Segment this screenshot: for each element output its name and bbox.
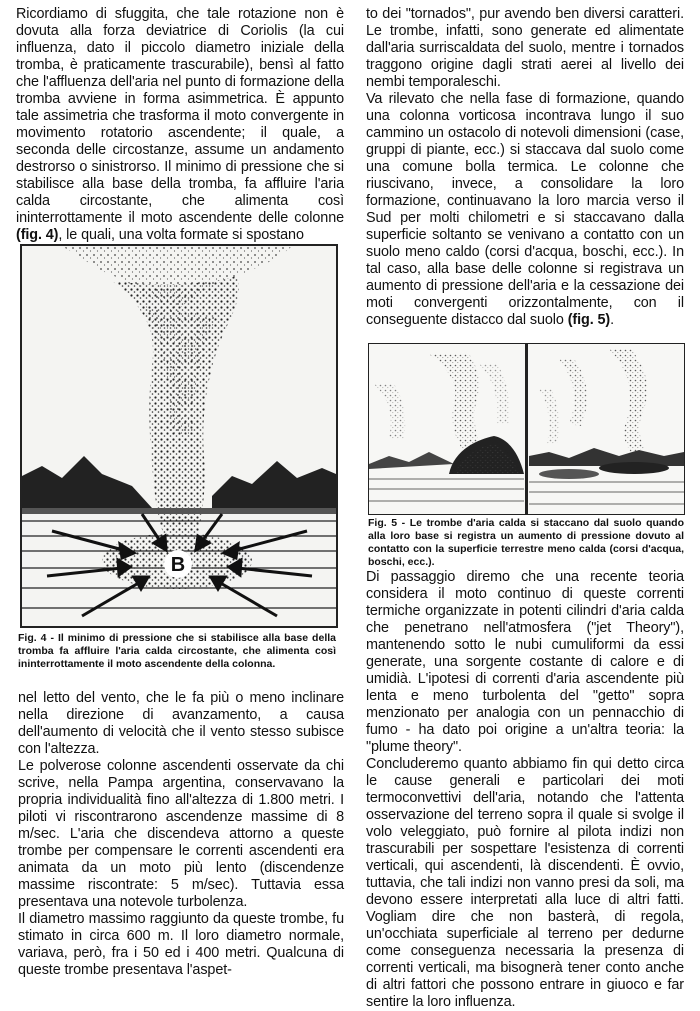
figure-5-caption-block [368,517,684,569]
paragraph: Il diametro massimo raggiunto da queste trombe, fu stimato in circa 600 m. Il loro diametro normale, variava, però, fra i 50 ed i 400 metri. Qualcuna di queste trombe presentava l'aspet- [18,911,344,978]
right-column-top [366,6,684,329]
paragraph: Concluderemo quanto abbiamo fin qui detto circa le cause generali e particolari dei moti termoconvettivi dell'aria, notando che l'attenta osservazione del terreno sopra il quale si svolge il volo veleggiato, può fornire al pilota indizi non trascurabili per sospettare l'esistenza di correnti verticali, qui ascendenti, là discendenti. È ovvio, tuttavia, che tali indizi non vanno presi da soli, ma devono essere interpretati alla luce di altri fatti. Vogliam dire che non basterà, di regola, un'occhiata superficiale al terreno per dedurne come conseguenza necessaria la presenza di correnti verticali, ma bisognerà tener conto anche di altri fattori che possono entrare in giuoco e far sentire la loro influenza. [366,756,684,1010]
paragraph-text: . [610,312,614,328]
figure-4-caption-block [18,632,336,671]
right-column-bottom [366,569,684,1011]
paragraph: Di passaggio diremo che una recente teoria considera il moto continuo di queste correnti termiche organizzate in potenti cilindri d'aria calda che penetrano nell'atmosfera ("jet Theory"), mantenendo sotto le nubi cumuliformi da essi generate, una sorgente costante di calore e di umidià. L'ipotesi di correnti d'aria ascendente più lenta e meno turbolenta del "getto" sopra menzionato per analogia con un pennacchio di fumo - ha dato poi origine a un'altra teoria: la "plume theory". [366,569,684,755]
paragraph: Le polverose colonne ascendenti osservate da chi scrive, nella Pampa argentina, conservavano la propria individualità fino all'altezza di 1.800 metri. I piloti vi riscontrarono ascendenze massime di 8 m/sec. L'aria che discendeva attorno a queste trombe per compensare le correnti ascendenti era animata da un moto più lento (discendenze massime riscontrate: 5 m/sec). Tuttavia essa presentava una notevole turbolenza. [18,758,344,910]
figure-reference: (fig. 5) [567,312,611,328]
paragraph-text: , le quali, una volta formate si spostano [58,227,304,243]
paragraph: to dei "tornados", pur avendo ben diversi caratteri. Le trombe, infatti, sono generate ed alimentate dall'aria surriscaldata del suolo, mentre i tornados traggono origine dagli strati aerei al livello dei nembi temporaleschi. [366,6,684,90]
figure-4-illustration [20,244,338,628]
detached-columns-drawing [369,344,684,514]
figure-reference: (fig. 4) [16,227,59,243]
left-panel [369,354,524,501]
right-panel [529,349,684,504]
panel-divider [525,344,528,514]
paragraph [366,91,684,329]
low-pressure-label: B [170,554,186,576]
figure-5-caption: Fig. 5 - Le trombe d'aria calda si staccano dal suolo quando alla loro base si registra un aumento di pressione dovuto al contatto con la superficie terrestre meno calda (corsi d'acqua, boschi, ecc.). [368,517,684,568]
left-column-bottom [18,690,344,979]
figure-4-caption: Fig. 4 - Il minimo di pressione che si stabilisce alla base della tromba fa affluire l'aria calda circostante, che alimenta così ininterrottamente il moto ascendente della colonna. [18,632,336,670]
paragraph [16,6,344,244]
tornado-drawing [22,246,336,626]
figure-5-illustration [368,343,685,515]
left-column-top [16,6,344,244]
paragraph: nel letto del vento, che le fa più o meno inclinare nella direzione di avanzamento, a causa dell'aumento di velocità che il vento stesso subisce con l'altezza. [18,690,344,757]
paragraph-text: Va rilevato che nella fase di formazione, quando una colonna vorticosa incontrava lungo il suo cammino un ostacolo di notevoli dimensioni (case, gruppi di piante, ecc.) si staccava dal suolo come una comune bolla termica. Le colonne che riuscivano, invece, a consolidare la loro formazione, continuavano la loro marcia verso il Sud per molti chilometri e si staccavano dalla superficie soltanto se venivano a contatto con un suolo meno caldo (corsi d'acqua, boschi, ecc.). In tal caso, alla base delle colonne si registrava un aumento di pressione dell'aria e la cessazione dei moti convergenti orizzontalmente, con il conseguente distacco dal suolo [366,91,684,328]
paragraph-text: Ricordiamo di sfuggita, che tale rotazione non è dovuta alla forza deviatrice di Coriolis (la cui influenza, dato il piccolo diametro iniziale della tromba, è praticamente trascurabile), bensì al fatto che l'affluenza dell'aria nel punto di formazione della tromba avviene in forma asimmetrica. È appunto tale assimetria che trasforma il moto convergente in movimento rotatorio ascendente; il quale, a seconda delle circostanze, assume un andamento destrorso o sinistrorso. Il minimo di pressione che si stabilisce alla base della tromba, fa affluire l'aria calda circostante, che alimenta così ininterrottamente il moto ascendente delle colonne [16,6,344,226]
